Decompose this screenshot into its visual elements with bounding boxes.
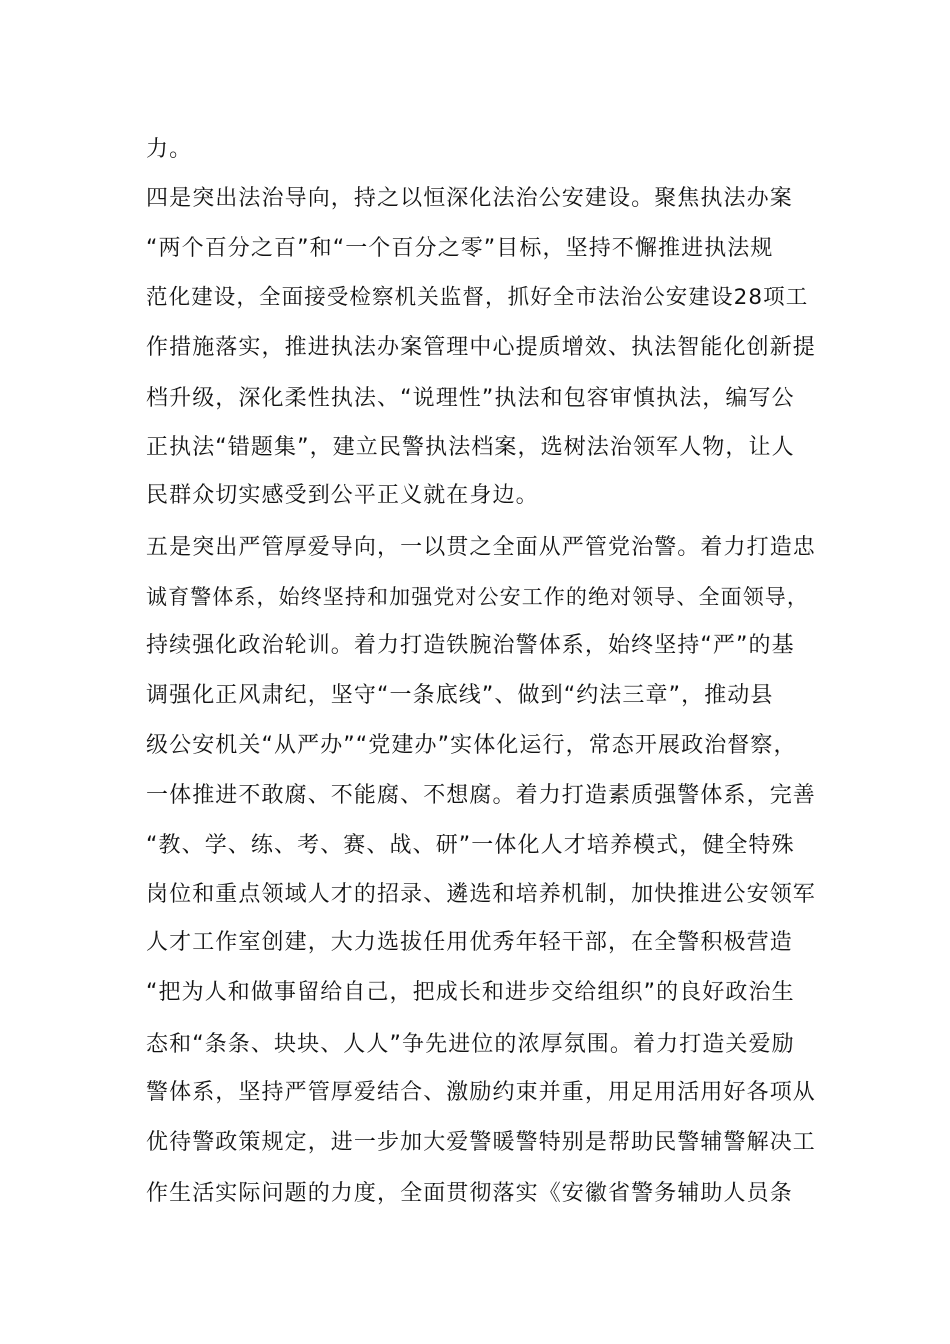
text-line: 优待警政策规定，进一步加大爱警暖警特别是帮助民警辅警解决工 [146,1130,816,1155]
text-line: 范化建设，全面接受检察机关监督，抓好全市法治公安建设28项工 [146,285,809,310]
text-line: 级公安机关“从严办”“党建办”实体化运行，常态开展政治督察， [146,733,797,758]
text-line: 力。 [146,137,193,162]
text-line: 调强化正风肃纪，坚守“一条底线”、做到“约法三章”，推动县 [146,683,774,708]
text-line: 持续强化政治轮训。着力打造铁腕治警体系，始终坚持“严”的基 [146,633,795,658]
text-line: 警体系，坚持严管厚爱结合、激励约束并重，用足用活用好各项从 [146,1080,816,1105]
text-line: 人才工作室创建，大力选拔任用优秀年轻干部，在全警积极营造 [146,930,793,955]
text-line: 作生活实际问题的力度，全面贯彻落实《安徽省警务辅助人员条 [146,1181,793,1206]
paragraph-five-start: 五是突出严管厚爱导向，一以贯之全面从严管党治警。着力打造忠 [146,535,816,560]
text-line: 诚育警体系，始终坚持和加强党对公安工作的绝对领导、全面领导， [146,585,809,609]
text-line: 作措施落实，推进执法办案管理中心提质增效、执法智能化创新提 [146,335,816,360]
text-line: 态和“条条、块块、人人”争先进位的浓厚氛围。着力打造关爱励 [146,1032,795,1057]
text-line: “教、学、练、考、赛、战、研”一体化人才培养模式，健全特殊 [146,833,795,858]
text-line: “两个百分之百”和“一个百分之零”目标，坚持不懈推进执法规 [146,236,774,261]
paragraph-four-start: 四是突出法治导向，持之以恒深化法治公安建设。聚焦执法办案 [146,186,793,211]
text-line: 民群众切实感受到公平正义就在身边。 [146,483,539,508]
text-line: 正执法“错题集”，建立民警执法档案，选树法治领军人物，让人 [146,435,795,460]
text-line: 档升级，深化柔性执法、“说理性”执法和包容审慎执法，编写公 [146,386,795,411]
text-line: “把为人和做事留给自己，把成长和进步交给组织”的良好政治生 [146,980,795,1005]
text-line: 岗位和重点领域人才的招录、遴选和培养机制，加快推进公安领军 [146,882,816,907]
text-line: 一体推进不敢腐、不能腐、不想腐。着力打造素质强警体系，完善 [146,783,816,808]
